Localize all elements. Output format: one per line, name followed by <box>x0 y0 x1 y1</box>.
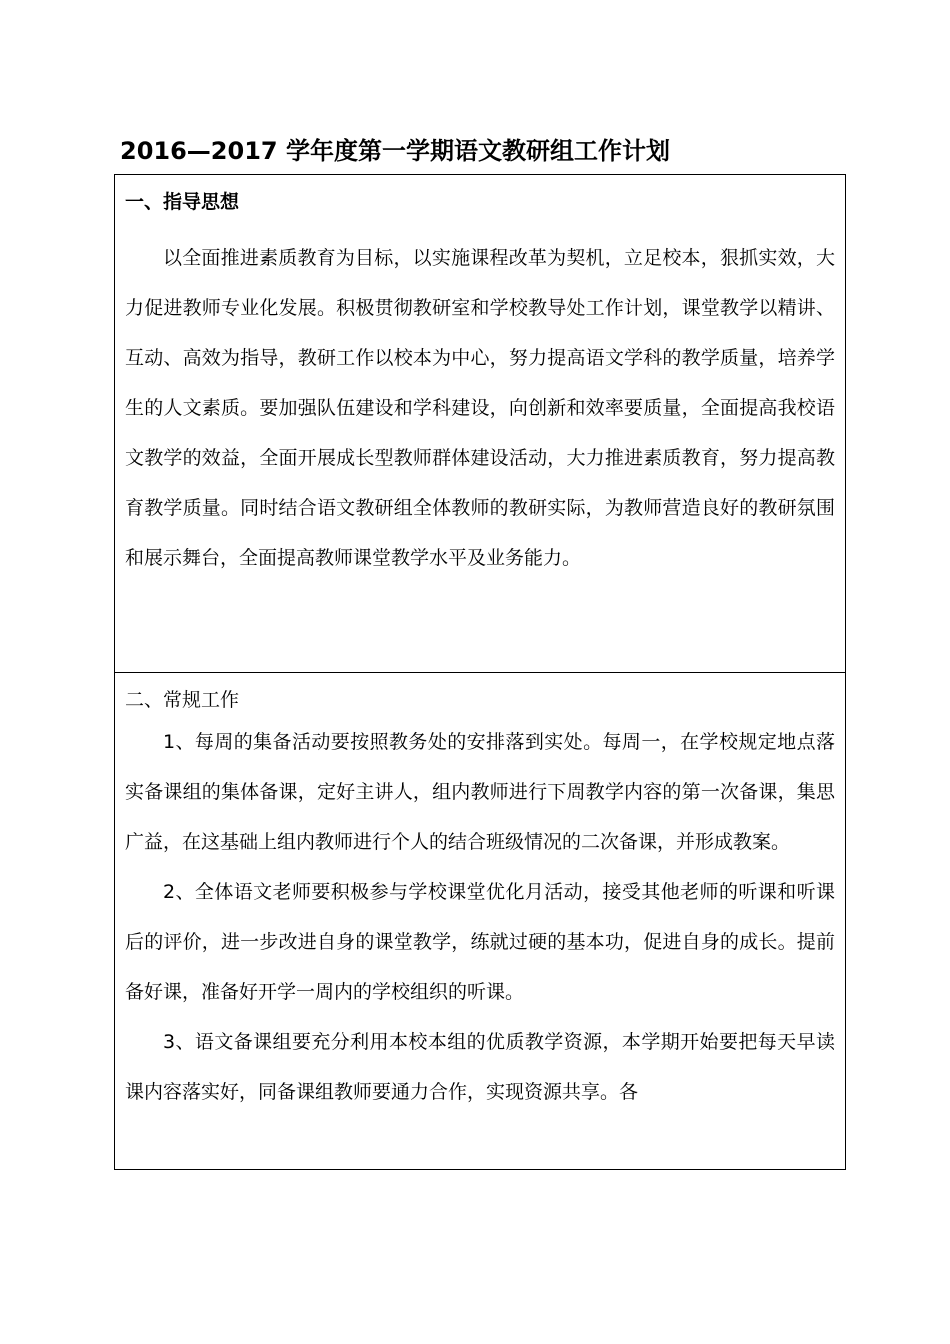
paragraph: 2、全体语文老师要积极参与学校课堂优化月活动，接受其他老师的听课和听课后的评价，进一步改进自身的课堂教学，练就过硬的基本功，促进自身的成长。提前备好课，准备好开学一周内的学校组织的听课。 <box>125 881 835 1003</box>
plan-table <box>114 174 846 1170</box>
section-routine-work <box>115 673 845 1169</box>
paragraph: 3、语文备课组要充分利用本校本组的优质教学资源，本学期开始要把每天早读课内容落实好，同备课组教师要通力合作，实现资源共享。各 <box>125 1031 835 1103</box>
document-title: 2016—2017 学年度第一学期语文教研组工作计划 <box>120 137 670 165</box>
paragraph: 以全面推进素质教育为目标，以实施课程改革为契机，立足校本，狠抓实效，大力促进教师专业化发展。积极贯彻教研室和学校教导处工作计划，课堂教学以精讲、互动、高效为指导，教研工作以校本为中心，努力提高语文学科的教学质量，培养学生的人文素质。要加强队伍建设和学科建设，向创新和效率要质量，全面提高我校语文教学的效益，全面开展成长型教师群体建设活动，大力推进素质教育，努力提高教育教学质量。同时结合语文教研组全体教师的教研实际，为教师营造良好的教研氛围和展示舞台，全面提高教师课堂教学水平及业务能力。 <box>125 247 835 569</box>
section-heading: 一、指导思想 <box>125 191 240 213</box>
paragraph: 1、每周的集备活动要按照教务处的安排落到实处。每周一，在学校规定地点落实备课组的集体备课，定好主讲人，组内教师进行下周教学内容的第一次备课，集思广益，在这基础上组内教师进行个人的结合班级情况的二次备课，并形成教案。 <box>125 731 835 853</box>
section-heading: 二、常规工作 <box>125 689 240 711</box>
section-guiding-ideology <box>115 175 845 673</box>
